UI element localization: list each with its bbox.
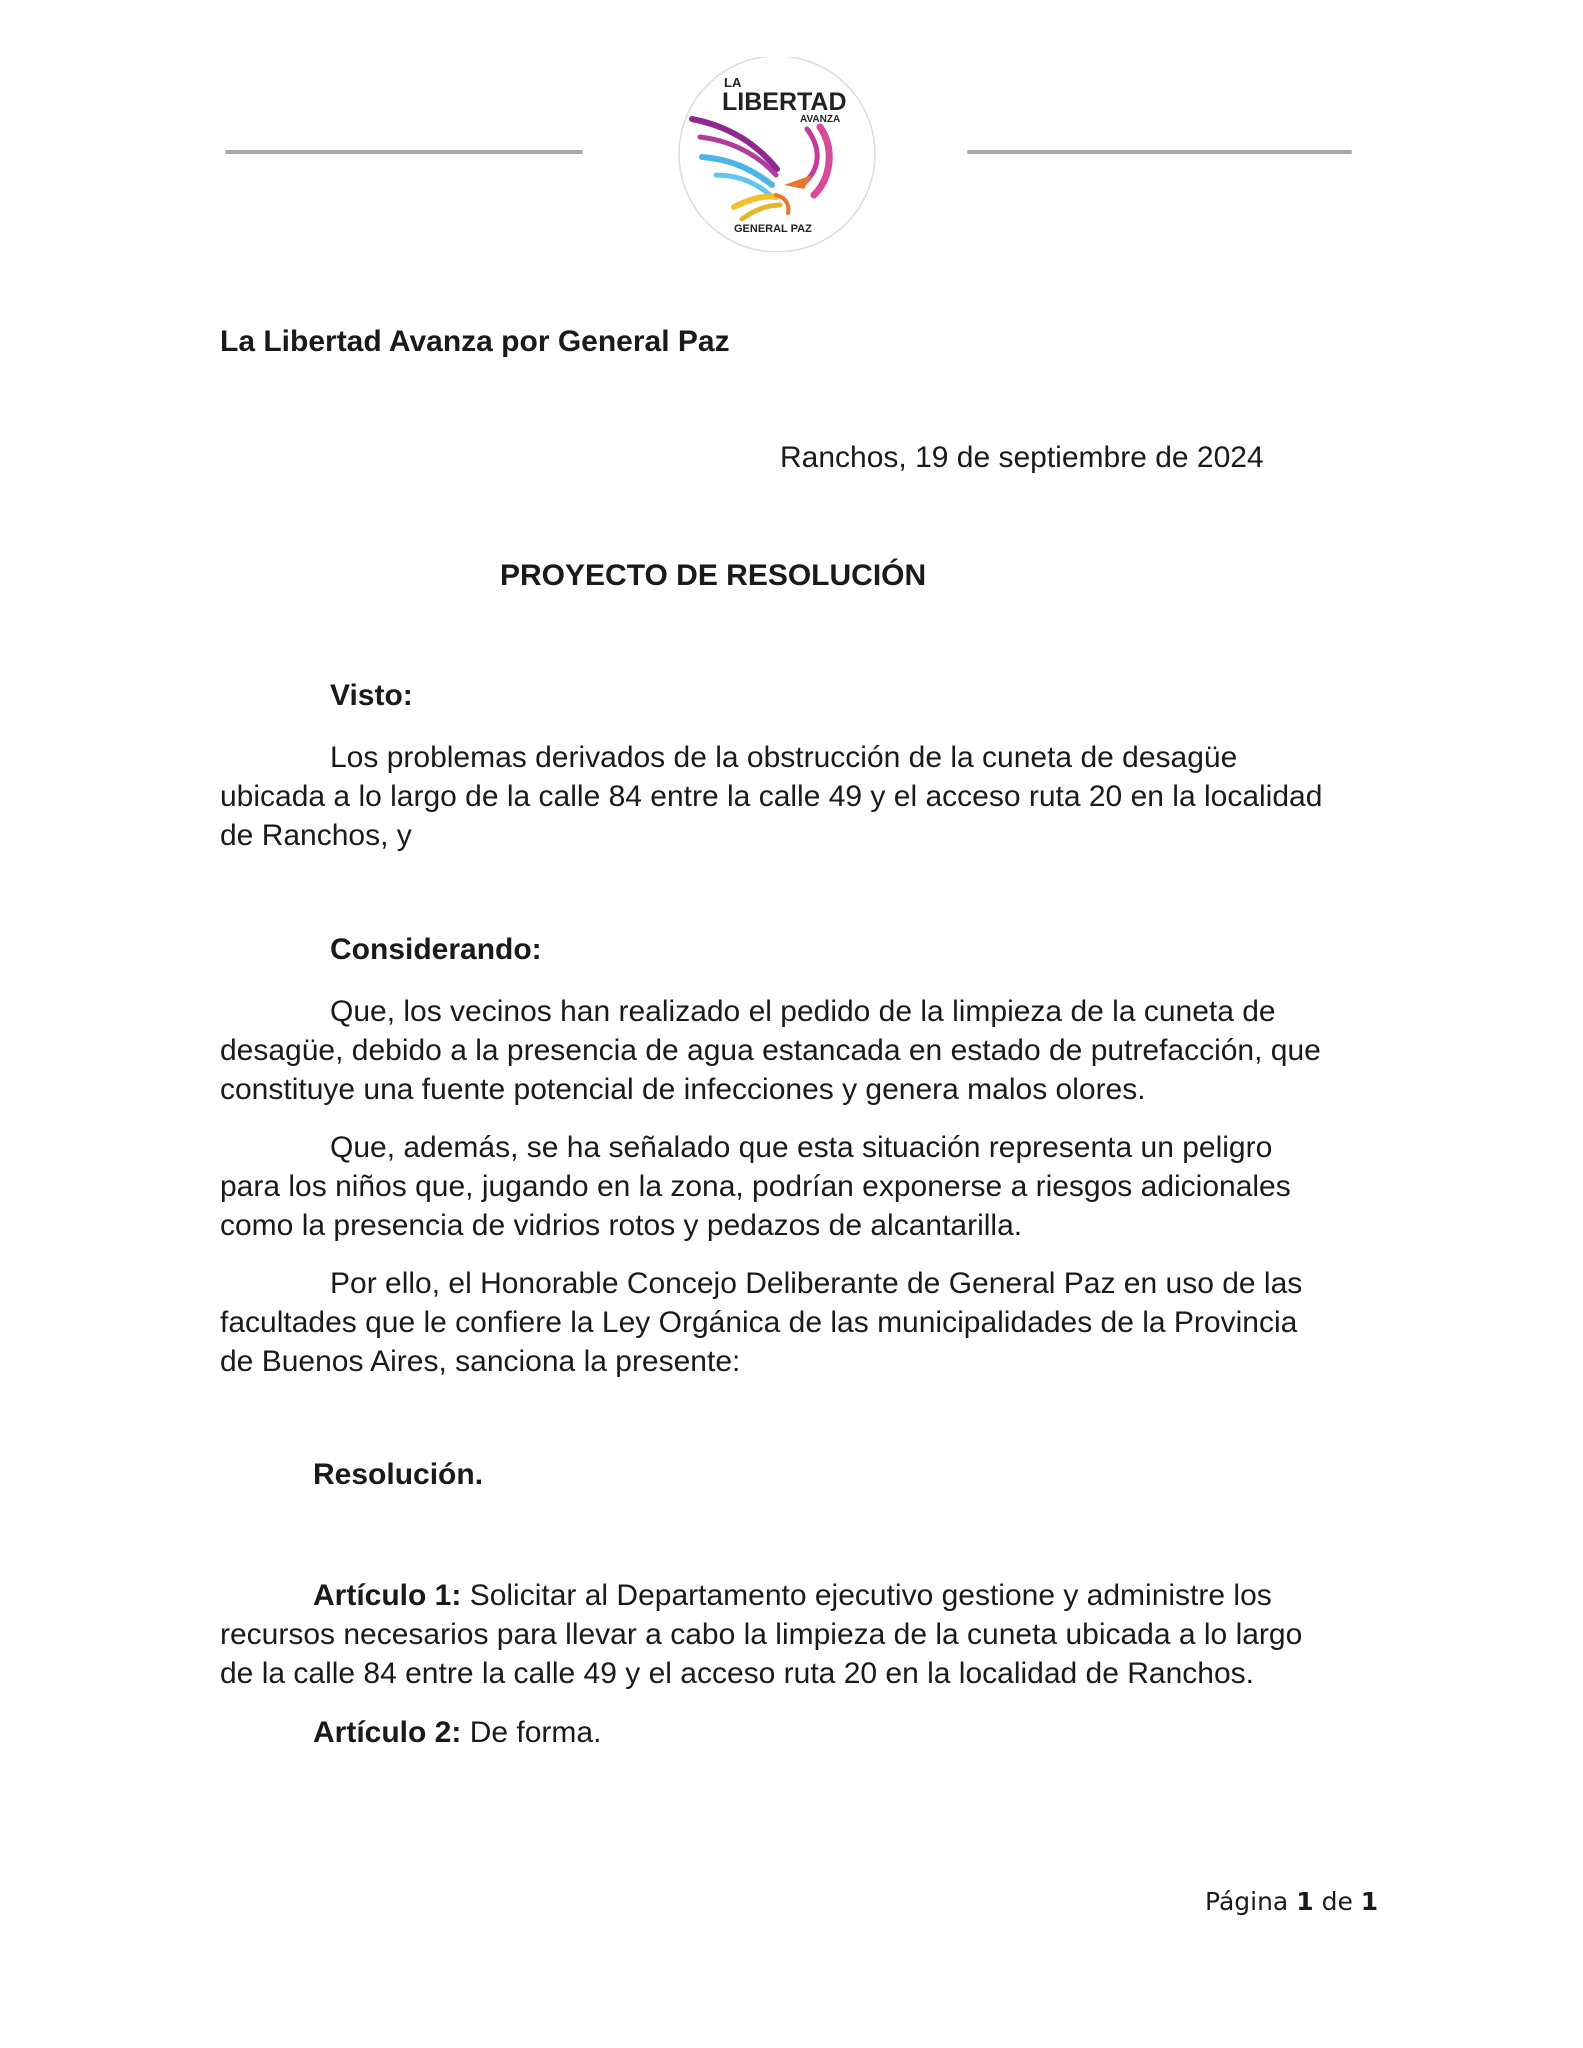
document-title: PROYECTO DE RESOLUCIÓN [500,559,927,592]
page-number [1205,1887,1378,1916]
considerando-paragraph-3 [220,1264,1380,1381]
articulo-2-label: Artículo 2: [313,1716,462,1749]
considerando-paragraph-1 [220,992,1380,1109]
logo-text-avanza: AVANZA [800,114,841,125]
paragraph-line: recursos necesarios para llevar a cabo la limpieza de la cuneta ubicada a lo largo [220,1618,1303,1651]
articulo-1-label: Artículo 1: [313,1579,462,1612]
paragraph-line: para los niños que, jugando en la zona, podrían exponerse a riesgos adicionales [220,1170,1291,1203]
paragraph-line: constituye una fuente potencial de infecciones y genera malos olores. [220,1073,1146,1106]
considerando-heading: Considerando: [330,933,542,966]
articulo-2-text: De forma. [461,1716,602,1749]
paragraph-line: Que, además, se ha señalado que esta situación representa un peligro [330,1131,1273,1164]
page-current: 1 [1296,1887,1314,1916]
paragraph-line: facultades que le confiere la Ley Orgánica de las municipalidades de la Provincia [220,1306,1298,1339]
articulo-1-paragraph [220,1576,1380,1693]
paragraph-line: Por ello, el Honorable Concejo Deliberante de General Paz en uso de las [330,1267,1303,1300]
document-date: Ranchos, 19 de septiembre de 2024 [780,441,1264,474]
page-label: Página [1205,1887,1289,1916]
page-total: 1 [1360,1887,1379,1916]
paragraph-line: como la presencia de vidrios rotos y pedazos de alcantarilla. [220,1209,1023,1242]
party-logo [672,57,882,252]
paragraph-line: de Buenos Aires, sanciona la presente: [220,1345,741,1378]
paragraph-line: desagüe, debido a la presencia de agua estancada en estado de putrefacción, que [220,1034,1321,1067]
resolucion-heading: Resolución. [313,1458,484,1491]
header-divider-left [225,150,583,154]
visto-heading: Visto: [330,679,413,712]
paragraph-line: ubicada a lo largo de la calle 84 entre la calle 49 y el acceso ruta 20 en la localidad [220,780,1323,813]
considerando-paragraph-2 [220,1128,1380,1245]
page-of: de [1321,1887,1353,1916]
articulo-2-paragraph [220,1713,1380,1752]
logo-text-general-paz: GENERAL PAZ [734,223,812,235]
paragraph-line: Que, los vecinos han realizado el pedido de la limpieza de la cuneta de [330,995,1276,1028]
articulo-1-text: Solicitar al Departamento ejecutivo gestione y administre los [461,1579,1272,1612]
paragraph-line [220,1576,1380,1615]
logo-text-libertad: LIBERTAD [722,88,847,116]
organization-heading: La Libertad Avanza por General Paz [220,325,730,358]
paragraph-line: de Ranchos, y [220,819,412,852]
logo-text-la: LA [724,75,742,90]
paragraph-line [220,1713,1380,1752]
eagle-logo-icon [672,57,882,252]
header-divider-right [967,150,1352,154]
paragraph-line: Los problemas derivados de la obstrucción de la cuneta de desagüe [330,741,1238,774]
visto-paragraph [220,738,1380,855]
paragraph-line: de la calle 84 entre la calle 49 y el acceso ruta 20 en la localidad de Ranchos. [220,1657,1254,1690]
